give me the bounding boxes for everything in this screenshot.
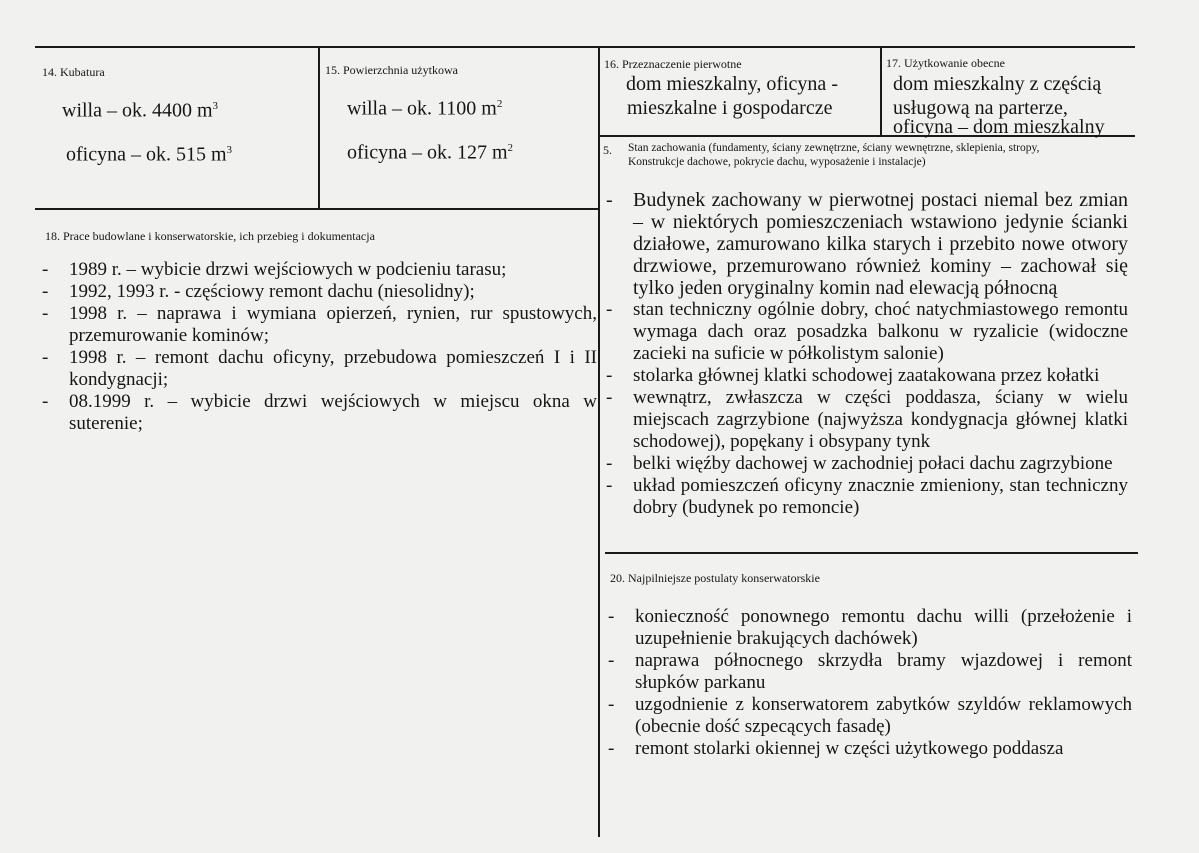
left-hr [35, 208, 599, 210]
dash: - [42, 259, 49, 280]
list-item [608, 606, 1132, 650]
uzytkowanie-line-3: oficyna – dom mieszkalny [893, 116, 1105, 138]
dash: - [608, 606, 615, 627]
value: willa – ok. 1100 m [347, 97, 497, 120]
stan-label-1: Stan zachowania (fundamenty, ściany zewnętrzne, ściany wewnętrzne, sklepienia, stropy, [628, 142, 1040, 154]
exponent: 3 [226, 144, 233, 156]
postulaty-label: 20. Najpilniejsze postulaty konserwatorskie [610, 571, 820, 585]
uzytkowanie-line-1: dom mieszkalny z częścią [893, 73, 1102, 95]
item-text: uzgodnienie z konserwatorem zabytków szyldów reklamowych (obecnie dość szpecących fasadę) [635, 694, 1132, 737]
divider-16-17 [880, 47, 882, 136]
przeznaczenie-line-1: dom mieszkalny, oficyna - [626, 73, 838, 95]
value: oficyna – ok. 127 m [347, 141, 508, 164]
dash: - [608, 738, 615, 759]
top-border [35, 46, 1135, 48]
exponent: 2 [507, 142, 514, 154]
list-item [42, 347, 597, 391]
list-item [42, 259, 597, 281]
list-item [42, 303, 597, 347]
item-text: remont stolarki okiennej w części użytkowego poddasza [635, 738, 1064, 759]
postulaty-list [608, 606, 1132, 760]
list-item [606, 453, 1128, 475]
powierzchnia-annex [347, 136, 513, 165]
dash: - [606, 453, 613, 474]
item-text: 1989 r. – wybicie drzwi wejściowych w podcieniu tarasu; [69, 259, 507, 280]
przeznaczenie-line-2: mieszkalne i gospodarcze [627, 97, 833, 119]
dash: - [606, 365, 613, 386]
prace-label: 18. Prace budowlane i konserwatorskie, ich przebieg i dokumentacja [45, 229, 375, 243]
item-text: naprawa północnego skrzydła bramy wjazdowej i remont słupków parkanu [635, 650, 1132, 693]
list-item [606, 299, 1128, 365]
dash: - [42, 347, 49, 368]
dash: - [606, 189, 613, 211]
stan-label-2: Konstrukcje dachowe, pokrycie dachu, wyposażenie i instalacje) [628, 156, 926, 168]
dash: - [42, 391, 49, 412]
list-item [606, 189, 1128, 299]
exponent: 3 [212, 100, 219, 112]
item-text: konieczność ponownego remontu dachu willi (przełożenie i uzupełnienie brakujących dachówek) [635, 606, 1132, 649]
przeznaczenie-label: 16. Przeznaczenie pierwotne [604, 57, 742, 71]
list-item [606, 365, 1128, 387]
item-text: 08.1999 r. – wybicie drzwi wejściowych w miejscu okna w suterenie; [69, 391, 597, 434]
value: oficyna – ok. 515 m [66, 143, 227, 166]
item-text: 1998 r. – naprawa i wymiana opierzeń, rynien, rur spustowych, przemurowanie kominów; [69, 303, 597, 346]
item-text: Budynek zachowany w pierwotnej postaci niemal bez zmian – w niektórych pomieszczeniach wstawiono jedynie ścianki działowe, zamurowano kilka starych i przebito nowe otwory drzwiowe, przemurowano również kominy – zachował się tylko jeden oryginalny komin nad elewacją północną [633, 189, 1128, 299]
kubatura-villa [62, 94, 218, 123]
stan-list [606, 189, 1128, 519]
dash: - [42, 281, 49, 302]
uzytkowanie-label: 17. Użytkowanie obecne [886, 56, 1005, 70]
divider-main [598, 47, 600, 837]
kubatura-annex [66, 138, 232, 167]
dash: - [606, 299, 613, 320]
item-text: układ pomieszczeń oficyny znacznie zmieniony, stan techniczny dobry (budynek po remoncie) [633, 475, 1128, 518]
powierzchnia-label: 15. Powierzchnia użytkowa [325, 63, 458, 77]
powierzchnia-villa [347, 92, 502, 121]
dash: - [608, 694, 615, 715]
item-text: wewnątrz, zwłaszcza w części poddasza, ściany w wielu miejscach zagrzybione (najwyższa kondygnacja głównej klatki schodowej), popękany i obsypany tynk [633, 387, 1128, 452]
dash: - [608, 650, 615, 671]
item-text: 1992, 1993 r. - częściowy remont dachu (niesolidny); [69, 281, 475, 302]
stan-number: 5. [603, 143, 612, 157]
kubatura-label: 14. Kubatura [42, 65, 105, 79]
list-item [608, 694, 1132, 738]
value: willa – ok. 4400 m [62, 99, 213, 122]
prace-list [42, 259, 597, 435]
dash: - [606, 475, 613, 496]
list-item [606, 475, 1128, 519]
right-hr-mid [605, 552, 1138, 554]
dash: - [42, 303, 49, 324]
divider-14-15 [318, 47, 320, 209]
item-text: stan techniczny ogólnie dobry, choć natychmiastowego remontu wymaga dach oraz posadzka balkonu w ryzalicie (widoczne zacieki na suficie w półkolistym salonie) [633, 299, 1128, 364]
uzytkowanie-line-2: usługową na parterze, [893, 97, 1068, 119]
item-text: 1998 r. – remont dachu oficyny, przebudowa pomieszczeń I i II kondygnacji; [69, 347, 597, 390]
list-item [606, 387, 1128, 453]
item-text: belki więźby dachowej w zachodniej połaci dachu zagrzybione [633, 453, 1113, 474]
list-item [42, 281, 597, 303]
list-item [608, 738, 1132, 760]
exponent: 2 [496, 98, 503, 110]
dash: - [606, 387, 613, 408]
list-item [608, 650, 1132, 694]
item-text: stolarka głównej klatki schodowej zaatakowana przez kołatki [633, 365, 1100, 386]
list-item [42, 391, 597, 435]
